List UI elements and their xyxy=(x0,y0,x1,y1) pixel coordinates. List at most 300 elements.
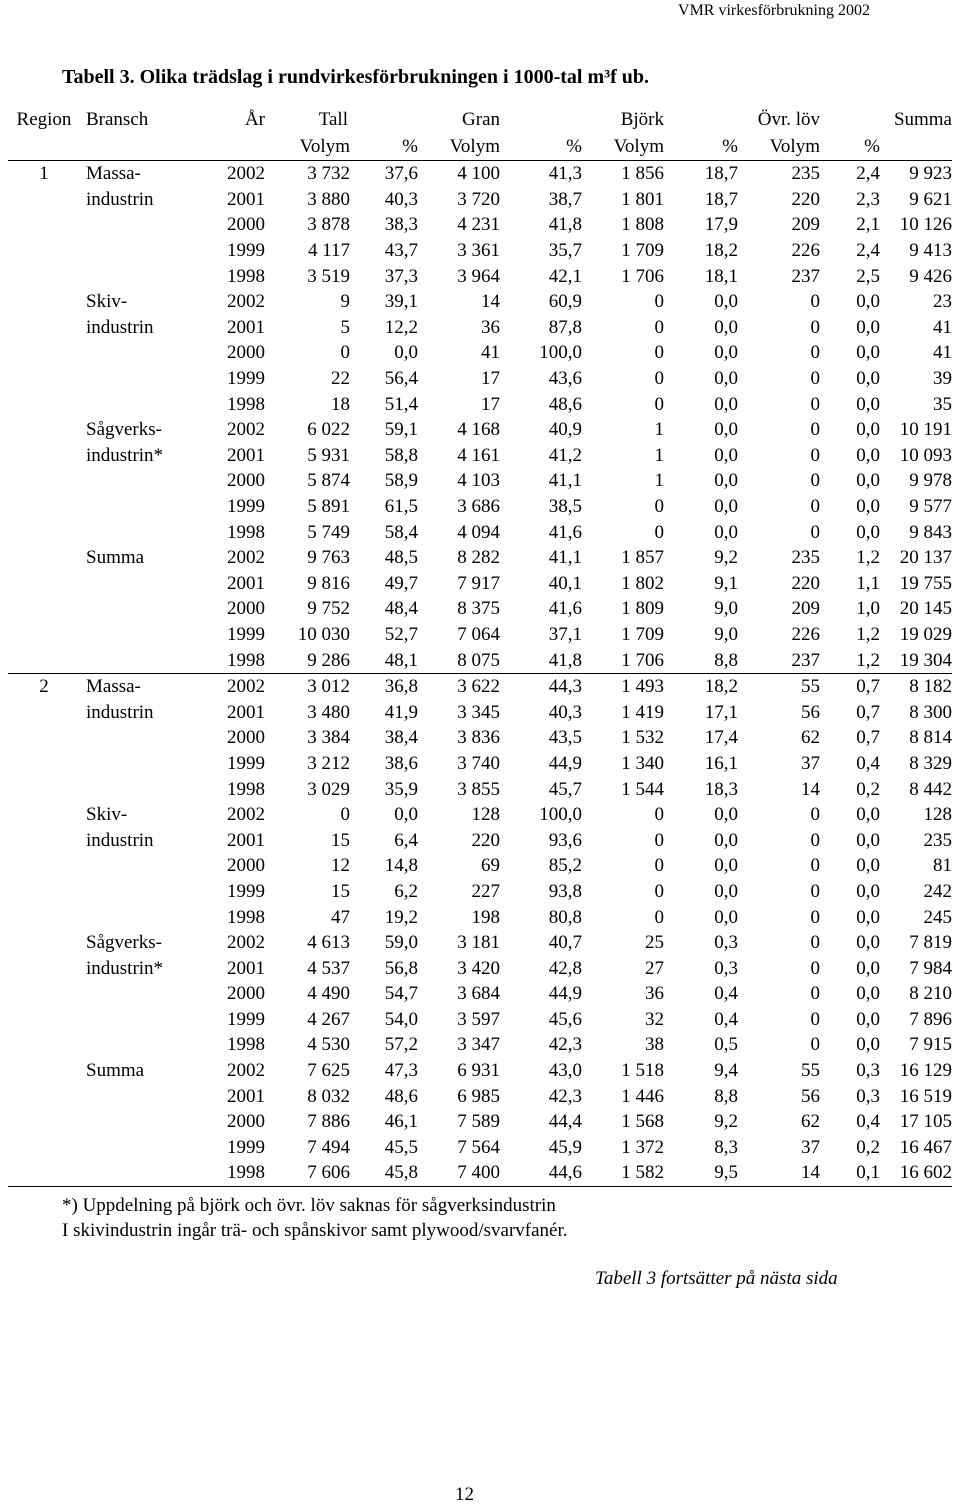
cell-region xyxy=(8,443,80,469)
cell-bransch xyxy=(80,340,200,366)
cell-summa: 9 621 xyxy=(909,188,952,210)
cell-ovr-volym: 237 xyxy=(791,265,820,287)
cell-gran-pct: 41,1 xyxy=(548,470,582,492)
cell-bjork-pct: 0,0 xyxy=(714,855,738,877)
cell-summa: 10 191 xyxy=(899,419,952,441)
cell-bransch: industrin xyxy=(86,188,154,210)
cell-gran-volym: 3 855 xyxy=(457,778,500,800)
cell-ovr-pct: 0,0 xyxy=(856,957,880,979)
cell-tall-pct: 48,5 xyxy=(384,547,418,569)
cell-ovr-pct: 0,0 xyxy=(856,906,880,928)
cell-tall-volym: 3 029 xyxy=(307,778,350,800)
cell-tall-pct: 54,7 xyxy=(384,983,418,1005)
cell-tall-volym: 6 022 xyxy=(307,419,350,441)
cell-summa: 8 329 xyxy=(909,752,952,774)
cell-bransch xyxy=(80,622,200,648)
cell-region xyxy=(8,802,80,828)
cell-tall-volym: 3 880 xyxy=(307,188,350,210)
cell-region xyxy=(8,468,80,494)
cell-year: 1999 xyxy=(227,368,265,390)
cell-ovr-pct: 0,7 xyxy=(856,701,880,723)
cell-tall-volym: 15 xyxy=(331,880,350,902)
cell-region xyxy=(8,289,80,315)
cell-gran-pct: 37,1 xyxy=(548,623,582,645)
cell-ovr-volym: 14 xyxy=(801,778,820,800)
cell-ovr-pct: 0,0 xyxy=(856,521,880,543)
table-row xyxy=(8,289,952,315)
cell-year: 2002 xyxy=(227,547,265,569)
cell-ovr-volym: 0 xyxy=(810,880,820,902)
cell-tall-volym: 3 732 xyxy=(265,161,350,187)
cell-tall-pct: 51,4 xyxy=(384,393,418,415)
cell-summa: 9 843 xyxy=(909,521,952,543)
cell-bransch xyxy=(80,238,200,264)
cell-summa: 9 426 xyxy=(909,265,952,287)
cell-summa: 8 182 xyxy=(880,673,952,699)
cell-summa: 81 xyxy=(933,855,952,877)
cell-year: 2002 xyxy=(227,419,265,441)
table-row xyxy=(8,853,952,879)
cell-ovr-pct: 0,7 xyxy=(820,673,880,699)
cell-tall-pct: 37,6 xyxy=(350,161,418,187)
cell-bransch xyxy=(80,1109,200,1135)
cell-bjork-volym: 1 340 xyxy=(621,752,664,774)
cell-ovr-pct: 0,0 xyxy=(856,932,880,954)
cell-bjork-volym: 1 544 xyxy=(621,778,664,800)
cell-summa: 20 137 xyxy=(899,547,952,569)
cell-ovr-pct: 0,0 xyxy=(856,393,880,415)
table-caption: Tabell 3. Olika trädslag i rundvirkesförbrukningen i 1000-tal m³f ub. xyxy=(62,66,650,88)
table-row xyxy=(8,725,952,751)
table-row xyxy=(8,1058,952,1084)
cell-gran-pct: 44,9 xyxy=(548,983,582,1005)
header-row-1 xyxy=(8,106,952,133)
cell-ovr-pct: 2,4 xyxy=(856,240,880,262)
cell-bjork-pct: 0,5 xyxy=(714,1034,738,1056)
cell-bjork-volym: 1 582 xyxy=(582,1160,664,1186)
cell-bjork-pct: 0,4 xyxy=(714,1008,738,1030)
cell-gran-volym: 36 xyxy=(481,316,500,338)
cell-tall-volym: 47 xyxy=(331,906,350,928)
cell-tall-pct: 36,8 xyxy=(350,673,418,699)
cell-gran-volym: 3 622 xyxy=(418,673,500,699)
cell-bjork-volym: 1 446 xyxy=(621,1085,664,1107)
cell-ovr-pct: 0,0 xyxy=(856,804,880,826)
table-row xyxy=(8,1109,952,1135)
cell-bransch xyxy=(80,263,200,289)
cell-bjork-pct: 9,0 xyxy=(714,598,738,620)
cell-gran-volym: 4 103 xyxy=(457,470,500,492)
cell-ovr-volym: 220 xyxy=(791,188,820,210)
cell-year: 2002 xyxy=(227,1060,265,1082)
cell-gran-volym: 3 740 xyxy=(457,752,500,774)
table-row xyxy=(8,340,952,366)
cell-region: 1 xyxy=(8,161,80,187)
cell-region xyxy=(8,263,80,289)
table-row xyxy=(8,904,952,930)
cell-ovr-pct: 1,2 xyxy=(856,623,880,645)
cell-gran-pct: 40,1 xyxy=(548,572,582,594)
cell-tall-volym: 4 117 xyxy=(307,240,350,262)
cell-region xyxy=(8,725,80,751)
cell-ovr-volym: 220 xyxy=(791,572,820,594)
cell-tall-volym: 7 606 xyxy=(265,1160,350,1186)
cell-year: 2000 xyxy=(227,470,265,492)
cell-tall-pct: 58,8 xyxy=(384,444,418,466)
cell-tall-pct: 41,9 xyxy=(384,701,418,723)
cell-tall-pct: 48,6 xyxy=(384,1085,418,1107)
cell-tall-pct: 38,6 xyxy=(384,752,418,774)
cell-gran-volym: 3 181 xyxy=(457,932,500,954)
table-row xyxy=(8,751,952,777)
col-region: Region xyxy=(16,109,72,130)
cell-bjork-volym: 1 568 xyxy=(621,1111,664,1133)
cell-bransch xyxy=(80,879,200,905)
cell-ovr-volym: 0 xyxy=(810,291,820,313)
cell-tall-pct: 48,4 xyxy=(384,598,418,620)
cell-gran-pct: 41,1 xyxy=(548,547,582,569)
cell-gran-pct: 41,6 xyxy=(548,598,582,620)
cell-gran-pct: 85,2 xyxy=(548,855,582,877)
cell-year: 2001 xyxy=(227,957,265,979)
cell-gran-pct: 40,9 xyxy=(548,419,582,441)
table-row xyxy=(8,212,952,238)
cell-bjork-volym: 32 xyxy=(645,1008,664,1030)
cell-bjork-pct: 9,1 xyxy=(714,572,738,594)
cell-bjork-pct: 17,1 xyxy=(704,701,738,723)
cell-year: 1999 xyxy=(227,1008,265,1030)
cell-tall-pct: 45,5 xyxy=(384,1136,418,1158)
cell-bransch xyxy=(80,1083,200,1109)
cell-tall-pct: 0,0 xyxy=(394,804,418,826)
cell-region: 2 xyxy=(8,673,80,699)
cell-bjork-pct: 0,0 xyxy=(714,419,738,441)
cell-summa: 19 755 xyxy=(899,572,952,594)
cell-bjork-volym: 1 419 xyxy=(621,701,664,723)
cell-tall-pct: 12,2 xyxy=(384,316,418,338)
cell-bjork-volym: 1 709 xyxy=(621,623,664,645)
cell-gran-volym: 8 282 xyxy=(457,547,500,569)
cell-year: 1999 xyxy=(227,880,265,902)
cell-gran-volym: 69 xyxy=(481,855,500,877)
cell-year: 2000 xyxy=(227,855,265,877)
cell-summa: 8 210 xyxy=(909,983,952,1005)
cell-bransch: Sågverks- xyxy=(86,932,162,954)
cell-ovr-volym: 0 xyxy=(810,496,820,518)
cell-summa: 20 145 xyxy=(899,598,952,620)
cell-bjork-pct: 0,4 xyxy=(714,983,738,1005)
cell-bjork-volym: 0 xyxy=(654,880,664,902)
cell-bjork-pct: 18,7 xyxy=(704,188,738,210)
cell-bjork-pct: 0,0 xyxy=(714,829,738,851)
cell-bjork-volym: 1 493 xyxy=(582,673,664,699)
cell-tall-pct: 56,4 xyxy=(384,368,418,390)
cell-gran-pct: 80,8 xyxy=(548,906,582,928)
table-row xyxy=(8,263,952,289)
cell-bjork-pct: 9,2 xyxy=(714,547,738,569)
cell-ovr-pct: 2,1 xyxy=(856,214,880,236)
cell-year: 1998 xyxy=(227,393,265,415)
cell-gran-volym: 4 094 xyxy=(457,521,500,543)
cell-region xyxy=(8,238,80,264)
cell-tall-pct: 48,1 xyxy=(384,649,418,671)
cell-bjork-volym: 0 xyxy=(654,496,664,518)
cell-tall-volym: 3 480 xyxy=(307,701,350,723)
cell-tall-pct: 38,3 xyxy=(384,214,418,236)
cell-bransch xyxy=(80,853,200,879)
cell-bjork-volym: 1 xyxy=(654,470,664,492)
cell-year: 1998 xyxy=(227,778,265,800)
cell-gran-volym: 7 917 xyxy=(457,572,500,594)
cell-ovr-pct: 0,0 xyxy=(856,291,880,313)
cell-year: 2002 xyxy=(200,161,265,187)
cell-tall-pct: 35,9 xyxy=(384,778,418,800)
cell-summa: 8 814 xyxy=(909,727,952,749)
cell-gran-pct: 45,6 xyxy=(548,1008,582,1030)
cell-ovr-pct: 0,7 xyxy=(856,727,880,749)
cell-bjork-pct: 0,0 xyxy=(714,880,738,902)
cell-tall-volym: 5 749 xyxy=(307,521,350,543)
cell-tall-pct: 45,8 xyxy=(350,1160,418,1186)
table-row xyxy=(8,161,952,187)
cell-tall-volym: 9 763 xyxy=(307,547,350,569)
cell-year: 1999 xyxy=(227,496,265,518)
cell-year: 2002 xyxy=(227,932,265,954)
cell-region xyxy=(8,622,80,648)
cell-summa: 9 577 xyxy=(909,496,952,518)
cell-region xyxy=(8,596,80,622)
cell-gran-pct: 45,7 xyxy=(548,778,582,800)
cell-ovr-pct: 2,4 xyxy=(820,161,880,187)
cell-tall-volym: 5 931 xyxy=(307,444,350,466)
cell-ovr-volym: 235 xyxy=(791,547,820,569)
cell-ovr-pct: 1,1 xyxy=(856,572,880,594)
cell-region xyxy=(8,1058,80,1084)
cell-bjork-pct: 18,1 xyxy=(704,265,738,287)
cell-bjork-pct: 0,0 xyxy=(714,291,738,313)
cell-region xyxy=(8,391,80,417)
cell-ovr-volym: 0 xyxy=(810,906,820,928)
cell-summa: 16 129 xyxy=(899,1060,952,1082)
cell-tall-pct: 37,3 xyxy=(384,265,418,287)
cell-tall-pct: 58,9 xyxy=(384,470,418,492)
cell-ovr-volym: 0 xyxy=(810,368,820,390)
cell-bjork-pct: 9,4 xyxy=(714,1060,738,1082)
cell-bjork-pct: 18,3 xyxy=(704,778,738,800)
cell-gran-pct: 43,5 xyxy=(548,727,582,749)
cell-bjork-volym: 38 xyxy=(645,1034,664,1056)
cell-tall-pct: 0,0 xyxy=(394,342,418,364)
cell-tall-pct: 14,8 xyxy=(384,855,418,877)
cell-ovr-pct: 0,2 xyxy=(856,778,880,800)
cell-region xyxy=(8,494,80,520)
cell-summa: 39 xyxy=(933,368,952,390)
cell-tall-volym: 9 286 xyxy=(307,649,350,671)
running-header: VMR virkesförbrukning 2002 xyxy=(678,2,870,19)
cell-tall-pct: 61,5 xyxy=(384,496,418,518)
col-bjork: Björk xyxy=(620,109,664,130)
cell-bjork-pct: 9,2 xyxy=(714,1111,738,1133)
cell-bjork-volym: 0 xyxy=(654,829,664,851)
cell-summa: 16 602 xyxy=(880,1160,952,1186)
cell-bjork-pct: 0,0 xyxy=(714,342,738,364)
cell-gran-volym: 6 931 xyxy=(457,1060,500,1082)
cell-bransch: Skiv- xyxy=(86,291,128,313)
cell-tall-volym: 15 xyxy=(331,829,350,851)
table-body xyxy=(8,161,952,1187)
cell-summa: 16 519 xyxy=(899,1085,952,1107)
cell-tall-pct: 46,1 xyxy=(384,1111,418,1133)
cell-gran-volym: 17 xyxy=(481,393,500,415)
cell-year: 1998 xyxy=(227,521,265,543)
cell-tall-volym: 10 030 xyxy=(297,623,350,645)
cell-ovr-volym: 0 xyxy=(810,393,820,415)
table-row xyxy=(8,468,952,494)
cell-bransch xyxy=(80,647,200,673)
cell-gran-volym: 6 985 xyxy=(457,1085,500,1107)
cell-summa: 8 442 xyxy=(909,778,952,800)
cell-ovr-volym: 14 xyxy=(738,1160,820,1186)
cell-tall-volym: 0 xyxy=(340,342,350,364)
cell-ovr-pct: 2,5 xyxy=(856,265,880,287)
col-pct: % xyxy=(864,136,880,157)
cell-region xyxy=(8,930,80,956)
cell-gran-volym: 7 564 xyxy=(457,1136,500,1158)
col-year: År xyxy=(244,109,265,130)
cell-year: 2000 xyxy=(227,598,265,620)
cell-ovr-volym: 0 xyxy=(810,932,820,954)
cell-year: 2002 xyxy=(200,673,265,699)
cell-bjork-pct: 0,3 xyxy=(714,957,738,979)
table-row xyxy=(8,443,952,469)
cell-ovr-pct: 0,2 xyxy=(856,1136,880,1158)
cell-ovr-pct: 0,3 xyxy=(856,1060,880,1082)
cell-gran-pct: 44,4 xyxy=(548,1111,582,1133)
table-row xyxy=(8,776,952,802)
cell-bransch xyxy=(80,1160,200,1186)
cell-region xyxy=(8,699,80,725)
cell-tall-volym: 7 494 xyxy=(307,1136,350,1158)
cell-gran-volym: 14 xyxy=(481,291,500,313)
cell-ovr-pct: 0,0 xyxy=(856,444,880,466)
cell-tall-pct: 6,4 xyxy=(394,829,418,851)
cell-bransch xyxy=(80,1135,200,1161)
cell-bjork-volym: 1 802 xyxy=(621,572,664,594)
cell-bjork-volym: 1 518 xyxy=(621,1060,664,1082)
cell-tall-volym: 4 537 xyxy=(307,957,350,979)
cell-region xyxy=(8,366,80,392)
cell-bjork-pct: 18,7 xyxy=(664,161,738,187)
cell-gran-pct: 100,0 xyxy=(539,342,582,364)
cell-ovr-pct: 0,0 xyxy=(856,855,880,877)
cell-ovr-volym: 0 xyxy=(810,1034,820,1056)
cell-ovr-volym: 0 xyxy=(810,957,820,979)
continuation-note: Tabell 3 fortsätter på nästa sida xyxy=(595,1268,838,1289)
cell-ovr-volym: 0 xyxy=(810,342,820,364)
cell-ovr-volym: 0 xyxy=(810,419,820,441)
cell-gran-volym: 4 231 xyxy=(457,214,500,236)
cell-region xyxy=(8,1007,80,1033)
cell-bjork-volym: 1 709 xyxy=(621,240,664,262)
table-row xyxy=(8,571,952,597)
cell-region xyxy=(8,212,80,238)
cell-bjork-volym: 1 706 xyxy=(621,265,664,287)
cell-bjork-pct: 18,2 xyxy=(704,240,738,262)
col-volym: Volym xyxy=(769,136,820,157)
cell-summa: 7 915 xyxy=(909,1034,952,1056)
table-row xyxy=(8,596,952,622)
cell-bjork-pct: 0,0 xyxy=(714,316,738,338)
cell-bransch xyxy=(80,212,200,238)
cell-ovr-volym: 56 xyxy=(801,1085,820,1107)
cell-year: 2000 xyxy=(227,983,265,1005)
table-row xyxy=(8,1160,952,1186)
cell-bjork-volym: 0 xyxy=(654,855,664,877)
cell-ovr-volym: 55 xyxy=(801,1060,820,1082)
cell-tall-pct: 47,3 xyxy=(384,1060,418,1082)
cell-ovr-volym: 0 xyxy=(810,804,820,826)
cell-region xyxy=(8,1109,80,1135)
cell-bransch xyxy=(80,596,200,622)
table-row xyxy=(8,827,952,853)
cell-ovr-pct: 0,0 xyxy=(856,983,880,1005)
cell-region xyxy=(8,545,80,571)
cell-gran-pct: 43,0 xyxy=(548,1060,582,1082)
cell-bjork-pct: 9,5 xyxy=(664,1160,738,1186)
cell-region xyxy=(8,187,80,213)
cell-bransch xyxy=(80,519,200,545)
cell-bransch: industrin xyxy=(86,316,154,338)
cell-year: 1998 xyxy=(227,906,265,928)
cell-ovr-pct: 2,3 xyxy=(856,188,880,210)
cell-bjork-volym: 0 xyxy=(654,521,664,543)
cell-gran-pct: 42,8 xyxy=(548,957,582,979)
cell-ovr-volym: 237 xyxy=(791,649,820,671)
cell-gran-volym: 7 589 xyxy=(457,1111,500,1133)
cell-summa: 9 413 xyxy=(909,240,952,262)
cell-summa: 19 304 xyxy=(899,649,952,671)
cell-bransch xyxy=(80,468,200,494)
cell-bjork-volym: 0 xyxy=(654,342,664,364)
cell-ovr-pct: 0,3 xyxy=(856,1085,880,1107)
cell-gran-volym: 3 964 xyxy=(457,265,500,287)
cell-summa: 10 126 xyxy=(899,214,952,236)
cell-ovr-volym: 0 xyxy=(810,983,820,1005)
cell-ovr-volym: 37 xyxy=(801,1136,820,1158)
cell-gran-pct: 44,3 xyxy=(500,673,582,699)
cell-region xyxy=(8,981,80,1007)
cell-bjork-volym: 1 532 xyxy=(621,727,664,749)
cell-region xyxy=(8,417,80,443)
cell-gran-volym: 4 161 xyxy=(457,444,500,466)
cell-ovr-pct: 0,0 xyxy=(856,1008,880,1030)
table-row xyxy=(8,1135,952,1161)
cell-gran-volym: 3 836 xyxy=(457,727,500,749)
cell-summa: 41 xyxy=(933,342,952,364)
cell-tall-pct: 43,7 xyxy=(384,240,418,262)
cell-gran-volym: 8 075 xyxy=(457,649,500,671)
table-row xyxy=(8,315,952,341)
cell-ovr-volym: 0 xyxy=(810,1008,820,1030)
cell-tall-pct: 59,0 xyxy=(384,932,418,954)
cell-region xyxy=(8,1135,80,1161)
cell-year: 2001 xyxy=(227,316,265,338)
cell-region xyxy=(8,904,80,930)
cell-tall-pct: 52,7 xyxy=(384,623,418,645)
cell-bransch xyxy=(80,391,200,417)
cell-tall-volym: 9 816 xyxy=(307,572,350,594)
cell-gran-pct: 93,8 xyxy=(548,880,582,902)
